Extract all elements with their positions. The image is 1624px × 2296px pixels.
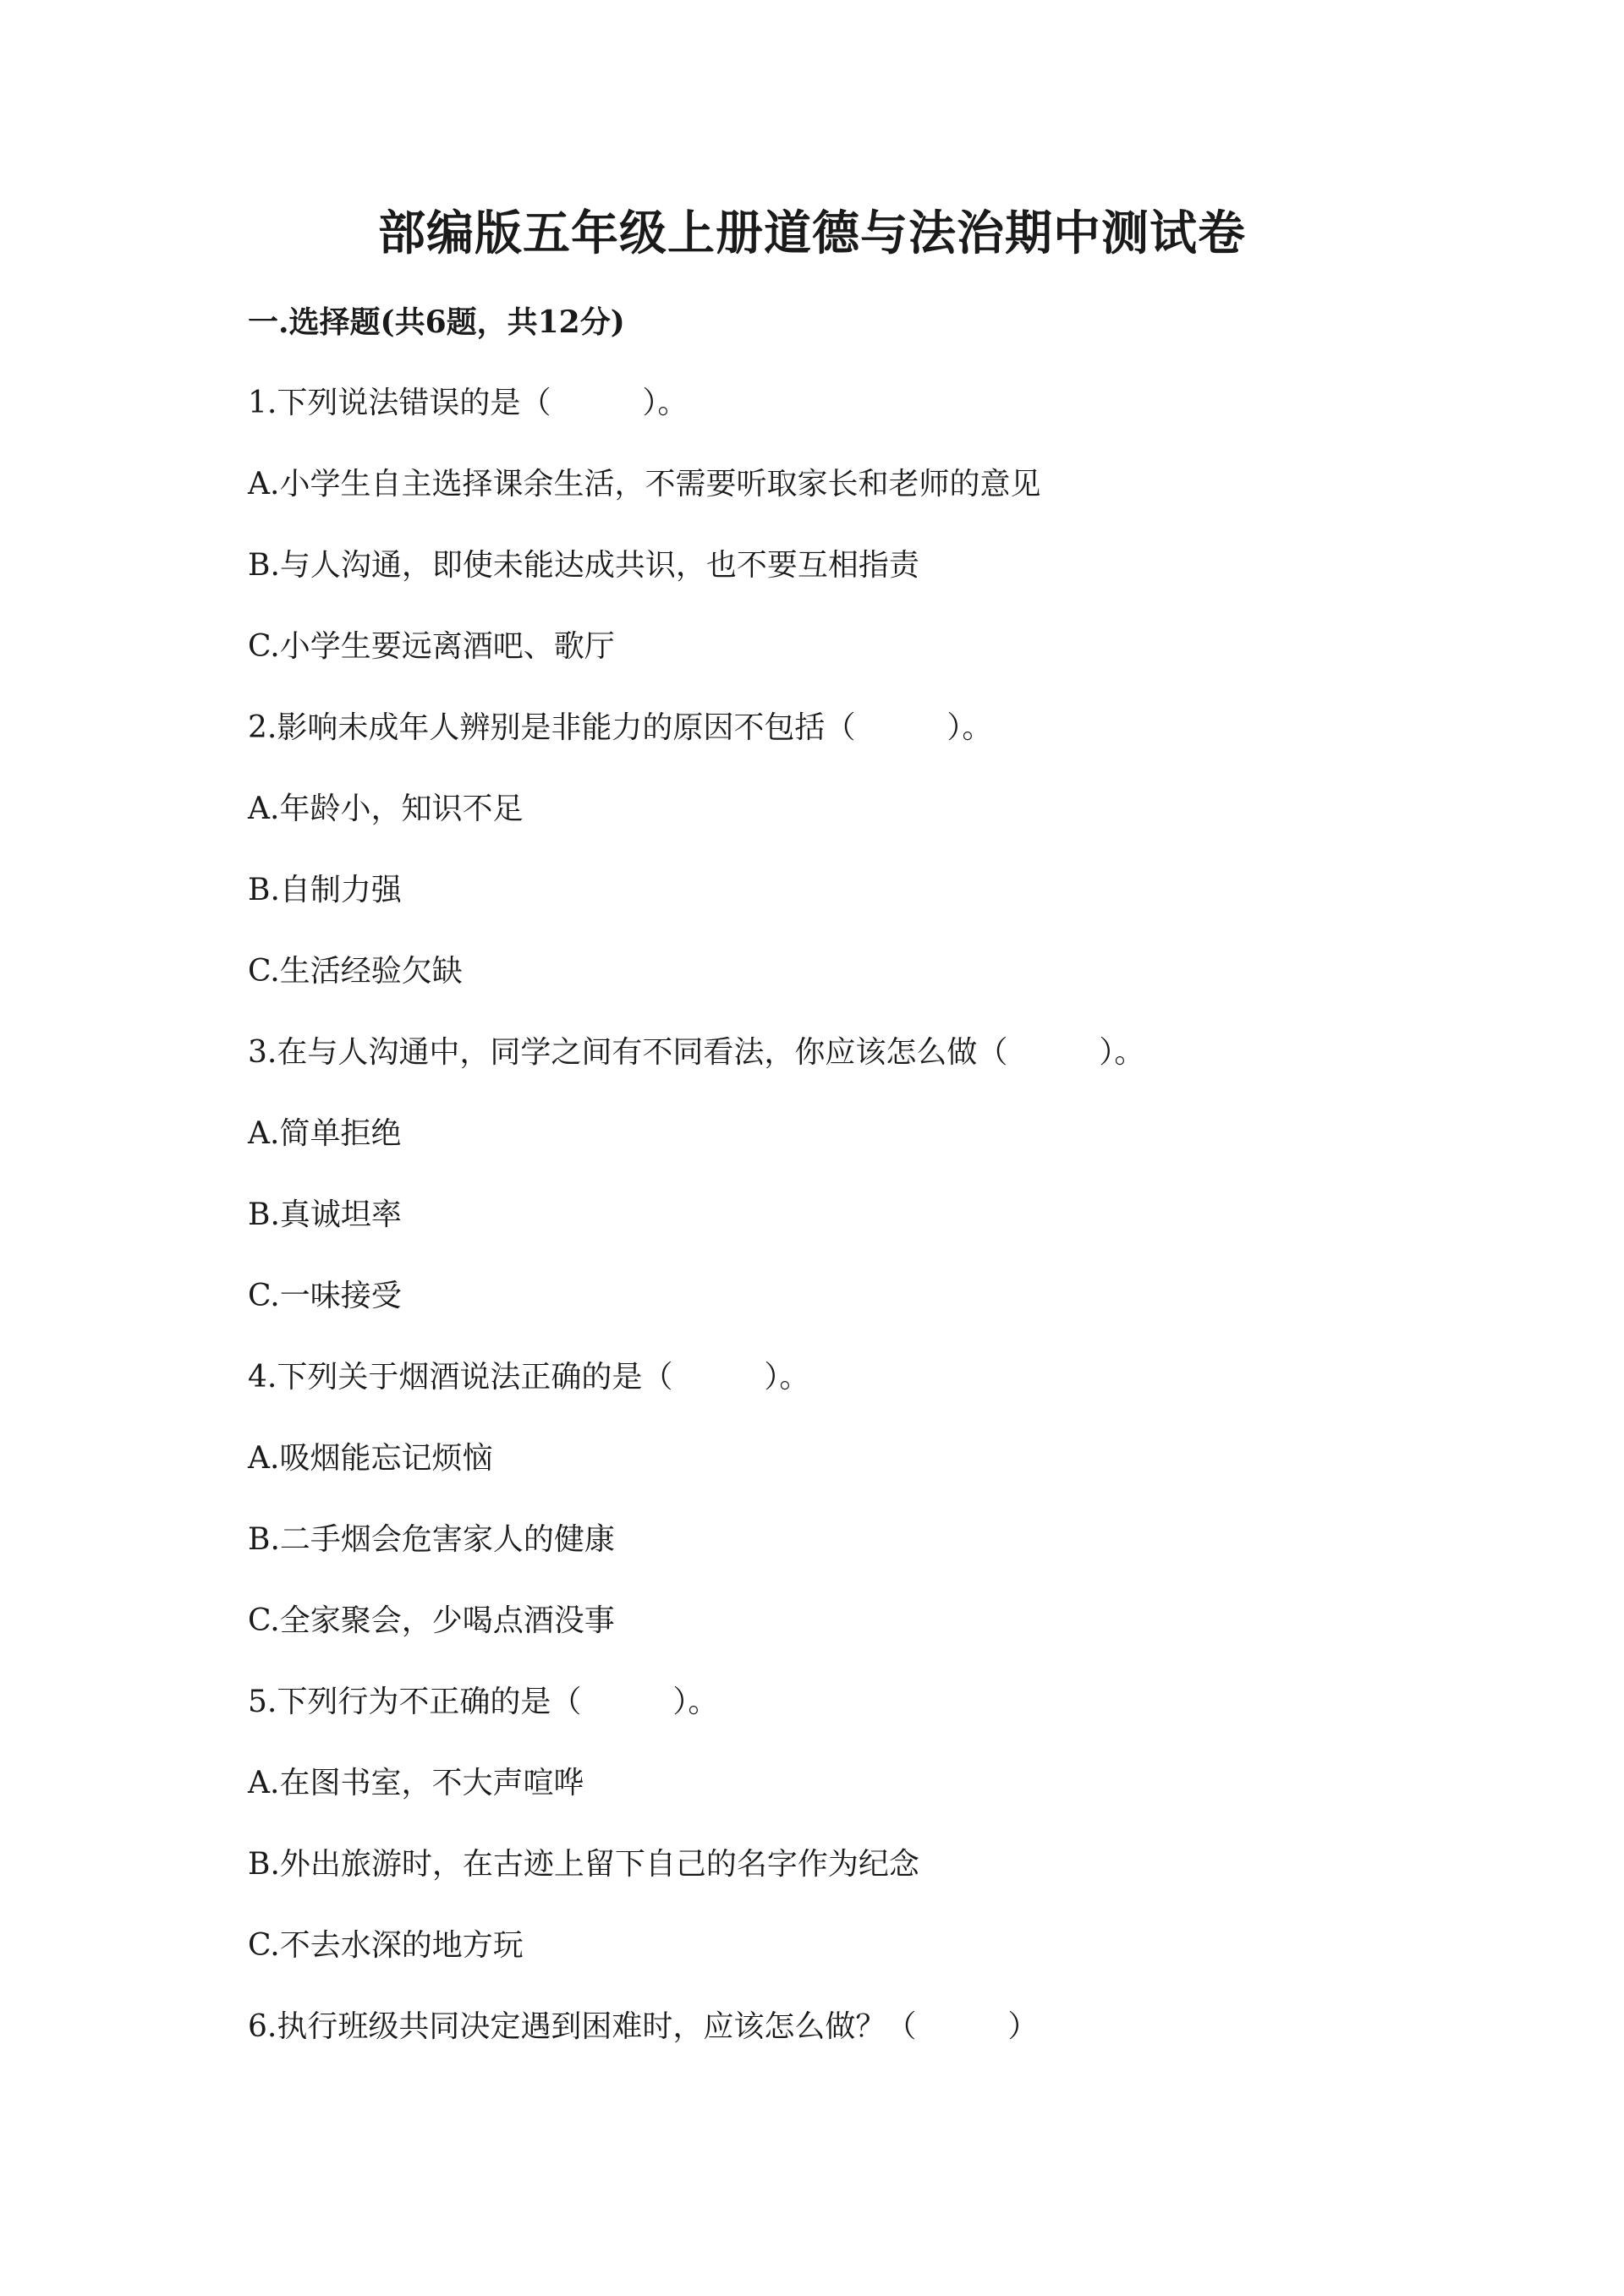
- question-stem: 4.下列关于烟酒说法正确的是（ ）。: [248, 1360, 810, 1395]
- answer-option: B.外出旅游时，在古迹上留下自己的名字作为纪念: [248, 1847, 919, 1882]
- answer-option: A.小学生自主选择课余生活，不需要听取家长和老师的意见: [248, 467, 1041, 501]
- answer-option: C.不去水深的地方玩: [248, 1928, 524, 1963]
- answer-option: A.在图书室，不大声喧哗: [248, 1766, 584, 1800]
- answer-option: A.年龄小，知识不足: [248, 792, 524, 826]
- answer-option: A.吸烟能忘记烦恼: [248, 1441, 493, 1476]
- answer-option: B.真诚坦率: [248, 1197, 402, 1232]
- answer-option: B.与人沟通，即使未能达成共识，也不要互相指责: [248, 548, 919, 583]
- question-stem: 2.影响未成年人辨别是非能力的原因不包括（ ）。: [248, 710, 993, 745]
- answer-option: C.一味接受: [248, 1279, 402, 1313]
- question-stem: 6.执行班级共同决定遇到困难时，应该怎么做？（ ）: [248, 2009, 1039, 2044]
- page-title: 部编版五年级上册道德与法治期中测试卷: [378, 205, 1246, 261]
- section-heading: 一.选择题(共6题，共12分): [248, 304, 625, 340]
- question-stem: 1.下列说法错误的是（ ）。: [248, 386, 689, 420]
- answer-option: B.自制力强: [248, 873, 402, 907]
- answer-option: C.小学生要远离酒吧、歌厅: [248, 629, 615, 664]
- answer-option: A.简单拒绝: [248, 1116, 402, 1151]
- question-stem: 3.在与人沟通中，同学之间有不同看法，你应该怎么做（ ）。: [248, 1035, 1145, 1070]
- answer-option: C.生活经验欠缺: [248, 954, 463, 989]
- answer-option: C.全家聚会，少喝点酒没事: [248, 1603, 615, 1638]
- question-stem: 5.下列行为不正确的是（ ）。: [248, 1685, 719, 1719]
- answer-option: B.二手烟会危害家人的健康: [248, 1522, 615, 1557]
